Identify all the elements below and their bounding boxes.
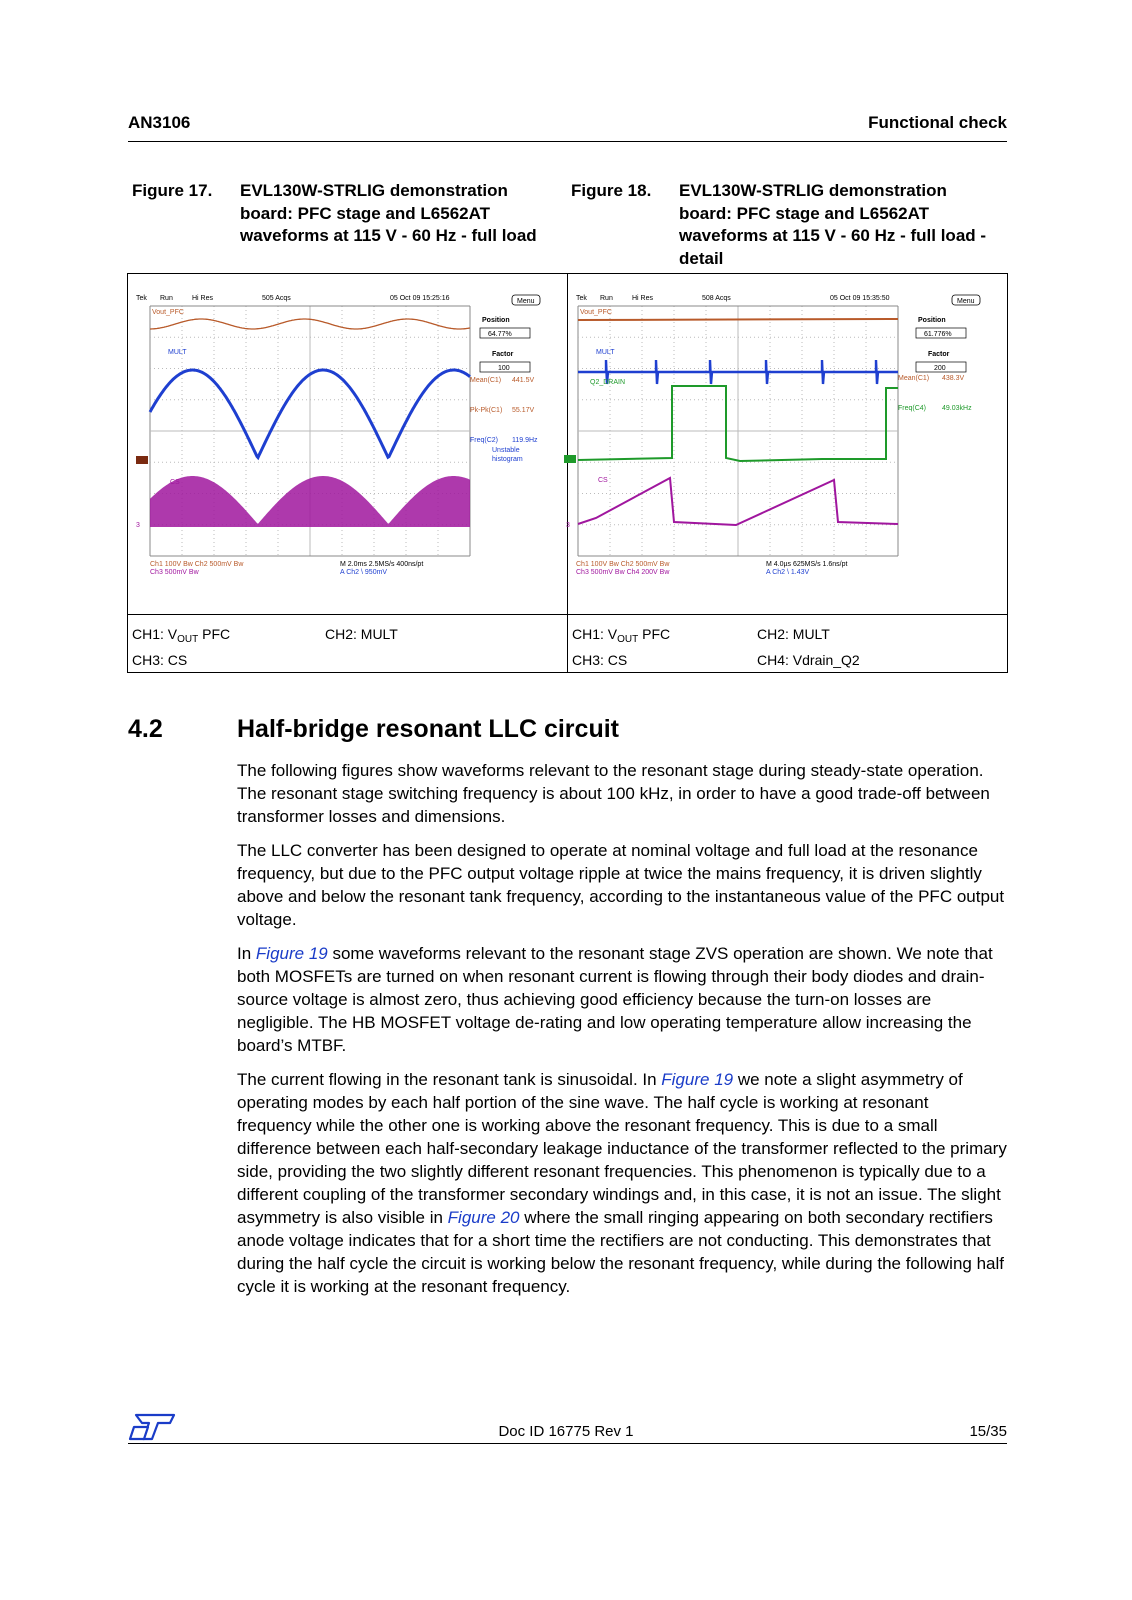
fig17-note-line1: Unstable	[492, 447, 520, 454]
fig18-scale-row1: Ch1 100V Bw Ch2 500mV Bw	[576, 561, 670, 568]
fig17-meas-label: Freq(C2)	[470, 437, 499, 444]
section-title: Half-bridge resonant LLC circuit	[237, 715, 619, 743]
fig18-trace-ch1-label: Vout_PFC	[580, 309, 612, 316]
scope-brand: Tek	[576, 295, 587, 302]
fig18-meas-value: 49.03kHz	[942, 405, 972, 412]
paragraph-2: The LLC converter has been designed to operate at nominal voltage and full load at the resonance frequency, but due to the PFC output voltage ripple at twice the mains frequency, it is driven slightly above and below the resonant tank frequency, according to the instantaneous value of the PFC output voltage.	[237, 841, 1005, 929]
figure-20-link[interactable]: Figure 20	[447, 1208, 520, 1227]
fig17-meas-label: Mean(C1)	[470, 377, 502, 384]
footer-rule	[128, 1443, 1007, 1444]
running-section-title: Functional check	[868, 113, 1007, 132]
fig17-meas-value: 441.5V	[512, 377, 535, 384]
fig18-timebase: M 4.0µs 625MS/s 1.6ns/pt	[766, 561, 848, 568]
scope-menu-label: Menu	[957, 298, 975, 305]
fig18-meas-label: Mean(C1)	[898, 375, 930, 382]
fig18-trace-ch3-label: CS	[598, 477, 608, 484]
scope-figure-18	[566, 295, 997, 592]
fig17-ch3-label: CH3: CS	[132, 652, 188, 668]
scope-figure-17	[136, 296, 557, 592]
scope-figure-17-screen	[136, 296, 557, 592]
fig18-trace-ch2-label: MULT	[596, 349, 615, 356]
fig17-note-line2: histogram	[492, 456, 523, 463]
scope-position-value: 61.776%	[924, 331, 952, 338]
figure-19-link[interactable]: Figure 19	[255, 944, 328, 963]
fig17-trace-ch3	[150, 476, 470, 527]
scope-figure-18-screen	[566, 295, 997, 592]
page-number: 15/35	[969, 1423, 1007, 1440]
doc-code: AN3106	[128, 113, 191, 132]
scope-acq-count: 508 Acqs	[702, 295, 731, 302]
scope-acq-count: 505 Acqs	[262, 295, 291, 302]
graticule	[578, 306, 898, 556]
fig18-ch4-ground-marker	[564, 455, 576, 463]
fig17-meas-value: 119.9Hz	[512, 437, 538, 444]
fig17-scale-row1: Ch1 100V Bw Ch2 500mV Bw	[150, 561, 244, 568]
scope-factor-label: Factor	[492, 351, 514, 358]
scope-factor-value: 200	[934, 365, 946, 372]
figure-17-number: Figure 17.	[132, 181, 213, 200]
scope-timestamp: 05 Oct 09 15:35:50	[830, 295, 890, 302]
figure-18-number: Figure 18.	[571, 181, 652, 200]
fig17-trigger: A Ch2 \ 950mV	[340, 569, 388, 576]
scope-acq-mode: Hi Res	[192, 295, 214, 302]
fig17-ch2-label: CH2: MULT	[325, 626, 398, 642]
figure-17-caption	[132, 180, 552, 275]
scope-acq-mode: Hi Res	[632, 295, 654, 302]
fig18-meas-label: Freq(C4)	[898, 405, 927, 412]
fig18-ch1-label: CH1: $V_{OUT}$ PFC	[572, 626, 671, 645]
fig18-trigger: A Ch2 \ 1.43V	[766, 569, 810, 576]
fig18-ch4-label: CH4: Vdrain_Q2	[757, 652, 860, 668]
scope-position-label: Position	[482, 317, 510, 324]
figures-vdivider	[567, 273, 568, 673]
section-number: 4.2	[128, 715, 163, 743]
body-text	[237, 759, 1007, 1309]
fig18-trace-ch4-label: Q2_DRAIN	[590, 379, 626, 386]
scope-run-state: Run	[160, 295, 173, 302]
figure-18-title: EVL130W-STRLIG demonstration board: PFC stage and L6562AT waveforms at 115 V - 60 Hz - full load - detail	[679, 181, 987, 268]
header-rule	[128, 141, 1007, 142]
scope-position-value: 64.77%	[488, 331, 512, 338]
fig18-ch3-label: CH3: CS	[572, 652, 628, 668]
figure-17-title: EVL130W-STRLIG demonstration board: PFC stage and L6562AT waveforms at 115 V - 60 Hz - full load	[240, 181, 537, 245]
fig18-ch3-ground-marker: 3	[566, 522, 570, 529]
scope-timestamp: 05 Oct 09 15:25:16	[390, 295, 450, 302]
paragraph-4: The current flowing in the resonant tank is sinusoidal. In Figure 19 we note a slight asymmetry of operating modes by each half portion of the sine wave. The half cycle is working at resonant frequency while the other one is working above the resonant frequency. This is due to a small difference between each half-secondary leakage inductance of the transformer reflected to the primary side, providing the two slightly different resonant frequencies. This phenomenon is typically due to a different coupling of the transformer secondary windings and, in this case, it is not an issue. The slight asymmetry is also visible in Figure 20 where the small ringing appearing on both secondary rectifiers anode voltage indicates that for a short time the rectifiers are not conducting. This demonstrates that during the half cycle the circuit is working below the resonant frequency, while during the following half cycle it is working at the resonant frequency.	[237, 1070, 1007, 1296]
scope-factor-label: Factor	[928, 351, 950, 358]
fig18-meas-value: 438.3V	[942, 375, 965, 382]
fig18-ch2-label: CH2: MULT	[757, 626, 830, 642]
fig17-trace-ch2-label: MULT	[168, 349, 187, 356]
fig17-trace-ch1-label: Vout_PFC	[152, 309, 184, 316]
fig18-trace-ch1	[578, 319, 898, 320]
fig17-scale-row2: Ch3 500mV Bw	[150, 569, 199, 576]
scope-menu-label: Menu	[517, 298, 535, 305]
fig17-ch1-ground-marker	[136, 456, 148, 464]
paragraph-3: In Figure 19 some waveforms relevant to the resonant stage ZVS operation are shown. We note that both MOSFETs are turned on when resonant current is flowing through their body diodes and drain-source voltage is almost zero, thus achieving good efficiency because the turn-on losses are negligible. The HB MOSFET voltage de-rating and low operating temperature allow increasing the board’s MTBF.	[237, 944, 993, 1055]
fig17-ch3-ground-marker: 3	[136, 522, 140, 529]
fig17-ch1-label: CH1: $V_{OUT}$ PFC	[132, 626, 231, 645]
fig18-scale-row2: Ch3 500mV Bw Ch4 200V Bw	[576, 569, 670, 576]
figure-18-caption	[571, 180, 1007, 275]
figures-hdivider	[127, 614, 1008, 615]
fig17-meas-label: Pk-Pk(C1)	[470, 407, 503, 414]
scope-factor-value: 100	[498, 365, 510, 372]
doc-id: Doc ID 16775 Rev 1	[498, 1423, 634, 1440]
scope-run-state: Run	[600, 295, 613, 302]
fig17-trace-ch3-label: CS	[170, 479, 180, 486]
scope-position-label: Position	[918, 317, 946, 324]
fig17-timebase: M 2.0ms 2.5MS/s 400ns/pt	[340, 561, 424, 568]
paragraph-1: The following figures show waveforms relevant to the resonant stage during steady-state operation. The resonant stage switching frequency is about 100 kHz, in order to have a good trade-off between transformer losses and dimensions.	[237, 761, 990, 826]
fig17-meas-value: 55.17V	[512, 407, 535, 414]
figure-19-link-2[interactable]: Figure 19	[661, 1070, 734, 1089]
scope-brand: Tek	[136, 295, 147, 302]
